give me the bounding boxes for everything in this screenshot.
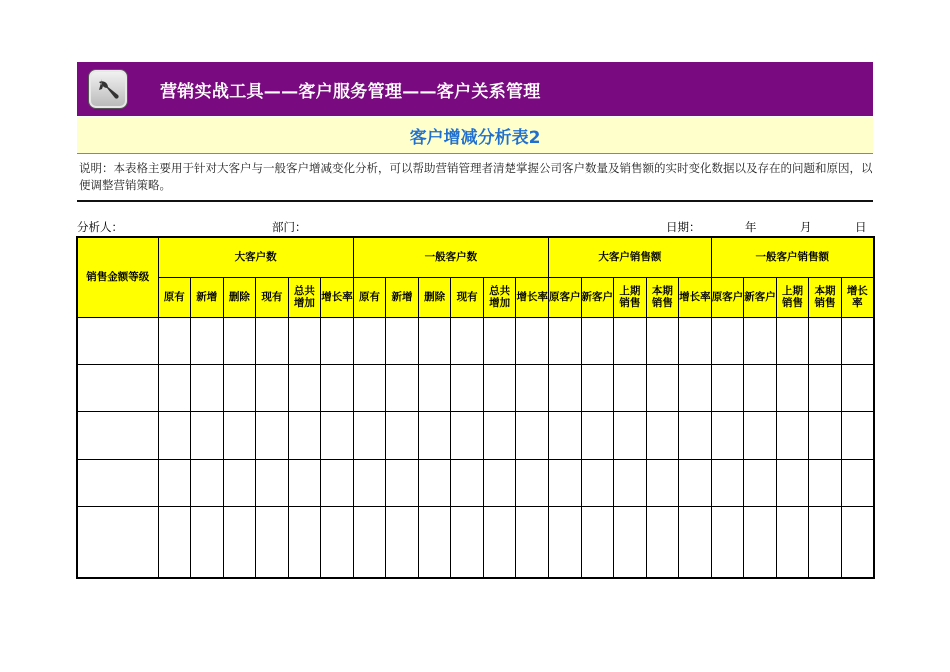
column-header: 增长率 xyxy=(679,277,712,317)
table-cell[interactable] xyxy=(451,507,484,578)
table-cell[interactable] xyxy=(614,364,647,411)
column-header: 本期销售 xyxy=(809,277,842,317)
level-header: 销售金额等级 xyxy=(77,237,158,317)
table-cell[interactable] xyxy=(646,317,679,364)
column-header: 总共增加 xyxy=(483,277,516,317)
table-cell[interactable] xyxy=(353,459,386,506)
table-row xyxy=(77,317,874,364)
description: 说明：本表格主要用于针对大客户与一般客户增减变化分析，可以帮助营销管理者清楚掌握公司客户数量及销售额的实时变化数据以及存在的问题和原因，以便调整营销策略。 xyxy=(79,161,873,192)
table-cell[interactable] xyxy=(386,459,419,506)
table-cell[interactable] xyxy=(549,459,582,506)
table-cell[interactable] xyxy=(614,412,647,459)
table-cell[interactable] xyxy=(646,364,679,411)
analyst-label: 分析人： xyxy=(77,220,123,234)
group-header: 一般客户数 xyxy=(353,237,548,277)
table-cell[interactable] xyxy=(679,317,712,364)
table-cell[interactable] xyxy=(158,364,191,411)
table-cell[interactable] xyxy=(581,317,614,364)
table-row xyxy=(77,364,874,411)
table-cell[interactable] xyxy=(711,364,744,411)
column-header: 增长率 xyxy=(516,277,549,317)
table-cell[interactable] xyxy=(549,412,582,459)
table-cell[interactable] xyxy=(483,364,516,411)
header-banner xyxy=(77,62,873,116)
table-cell[interactable] xyxy=(744,364,777,411)
column-header: 上期销售 xyxy=(776,277,809,317)
table-cell[interactable] xyxy=(744,507,777,578)
table-cell[interactable] xyxy=(841,317,874,364)
date-year: 年 xyxy=(745,220,757,234)
table-cell[interactable] xyxy=(549,364,582,411)
table-cell[interactable] xyxy=(256,364,289,411)
table-cell[interactable] xyxy=(386,317,419,364)
date-label: 日期： xyxy=(666,220,701,234)
table-cell[interactable] xyxy=(353,364,386,411)
column-header: 本期销售 xyxy=(646,277,679,317)
table-cell[interactable] xyxy=(711,412,744,459)
table-cell[interactable] xyxy=(711,459,744,506)
table-cell[interactable] xyxy=(288,459,321,506)
table-row xyxy=(77,412,874,459)
table-cell[interactable] xyxy=(516,412,549,459)
column-header: 原客户 xyxy=(549,277,582,317)
table-cell[interactable] xyxy=(288,412,321,459)
table-cell[interactable] xyxy=(451,364,484,411)
table-cell[interactable] xyxy=(451,317,484,364)
table-cell[interactable] xyxy=(646,507,679,578)
table-cell[interactable] xyxy=(256,317,289,364)
table-cell[interactable] xyxy=(711,507,744,578)
column-header: 增长率 xyxy=(841,277,874,317)
table-cell[interactable] xyxy=(223,317,256,364)
date-month: 月 xyxy=(800,220,812,234)
table-cell[interactable] xyxy=(158,507,191,578)
table-cell[interactable] xyxy=(809,412,842,459)
table-cell[interactable] xyxy=(321,412,354,459)
table-cell[interactable] xyxy=(418,507,451,578)
table-cell[interactable] xyxy=(614,507,647,578)
analysis-table xyxy=(76,236,875,579)
group-header: 大客户数 xyxy=(158,237,353,277)
table-cell[interactable] xyxy=(809,317,842,364)
table-cell[interactable] xyxy=(223,364,256,411)
table-cell[interactable] xyxy=(679,507,712,578)
table-cell[interactable] xyxy=(711,317,744,364)
table-cell[interactable] xyxy=(191,412,224,459)
table-cell[interactable] xyxy=(386,412,419,459)
table-cell[interactable] xyxy=(191,507,224,578)
table-cell[interactable] xyxy=(288,364,321,411)
table-cell[interactable] xyxy=(809,459,842,506)
table-cell[interactable] xyxy=(321,317,354,364)
table-cell[interactable] xyxy=(679,412,712,459)
table-cell[interactable] xyxy=(321,459,354,506)
table-row xyxy=(77,507,874,578)
column-header: 上期销售 xyxy=(614,277,647,317)
table-cell[interactable] xyxy=(744,317,777,364)
wrench-icon xyxy=(88,69,128,109)
table-cell[interactable] xyxy=(386,507,419,578)
table-cell[interactable] xyxy=(776,364,809,411)
table-cell[interactable] xyxy=(418,459,451,506)
table-cell[interactable] xyxy=(158,459,191,506)
column-header: 原有 xyxy=(353,277,386,317)
dept-label: 部门： xyxy=(272,220,307,234)
table-cell[interactable] xyxy=(614,317,647,364)
table-cell[interactable] xyxy=(353,317,386,364)
table-cell[interactable] xyxy=(158,412,191,459)
table-cell[interactable] xyxy=(77,364,158,411)
table-cell[interactable] xyxy=(288,507,321,578)
table-cell[interactable] xyxy=(353,507,386,578)
table-cell[interactable] xyxy=(581,412,614,459)
table-cell[interactable] xyxy=(841,459,874,506)
table-cell[interactable] xyxy=(77,412,158,459)
divider xyxy=(77,200,873,202)
table-cell[interactable] xyxy=(483,412,516,459)
table-cell[interactable] xyxy=(516,317,549,364)
table-cell[interactable] xyxy=(841,507,874,578)
table-cell[interactable] xyxy=(744,412,777,459)
table-cell[interactable] xyxy=(679,364,712,411)
table-cell[interactable] xyxy=(516,459,549,506)
table-cell[interactable] xyxy=(646,459,679,506)
table-cell[interactable] xyxy=(744,459,777,506)
table-cell[interactable] xyxy=(581,507,614,578)
table-cell[interactable] xyxy=(776,317,809,364)
table-cell[interactable] xyxy=(353,412,386,459)
column-header: 新客户 xyxy=(744,277,777,317)
table-cell[interactable] xyxy=(809,364,842,411)
column-header: 原有 xyxy=(158,277,191,317)
table-cell[interactable] xyxy=(841,412,874,459)
table-cell[interactable] xyxy=(386,364,419,411)
column-header: 新增 xyxy=(386,277,419,317)
table-cell[interactable] xyxy=(581,459,614,506)
table-cell[interactable] xyxy=(256,459,289,506)
table-cell[interactable] xyxy=(776,459,809,506)
table-cell[interactable] xyxy=(77,317,158,364)
table-cell[interactable] xyxy=(776,412,809,459)
header-title: 营销实战工具——客户服务管理——客户关系管理 xyxy=(160,81,541,102)
table-cell[interactable] xyxy=(581,364,614,411)
table-cell[interactable] xyxy=(451,459,484,506)
table-cell[interactable] xyxy=(776,507,809,578)
table-cell[interactable] xyxy=(77,459,158,506)
date-day: 日 xyxy=(855,220,867,234)
table-cell[interactable] xyxy=(256,507,289,578)
table-cell[interactable] xyxy=(516,364,549,411)
table-cell[interactable] xyxy=(288,317,321,364)
table-cell[interactable] xyxy=(191,317,224,364)
column-header: 现有 xyxy=(451,277,484,317)
table-cell[interactable] xyxy=(191,459,224,506)
table-cell[interactable] xyxy=(483,459,516,506)
table-cell[interactable] xyxy=(321,507,354,578)
table-cell[interactable] xyxy=(223,507,256,578)
table-cell[interactable] xyxy=(223,412,256,459)
table-row xyxy=(77,459,874,506)
table-cell[interactable] xyxy=(549,317,582,364)
group-header: 大客户销售额 xyxy=(549,237,712,277)
column-header: 增长率 xyxy=(321,277,354,317)
table-cell[interactable] xyxy=(646,412,679,459)
column-header: 原客户 xyxy=(711,277,744,317)
column-header: 总共增加 xyxy=(288,277,321,317)
table-cell[interactable] xyxy=(483,317,516,364)
table-cell[interactable] xyxy=(321,364,354,411)
group-header: 一般客户销售额 xyxy=(711,237,874,277)
table-cell[interactable] xyxy=(451,412,484,459)
table-cell[interactable] xyxy=(223,459,256,506)
column-header: 现有 xyxy=(256,277,289,317)
table-cell[interactable] xyxy=(841,364,874,411)
table-cell[interactable] xyxy=(158,317,191,364)
table-cell[interactable] xyxy=(256,412,289,459)
table-cell[interactable] xyxy=(418,364,451,411)
table-cell[interactable] xyxy=(614,459,647,506)
sheet-title: 客户增减分析表2 xyxy=(409,127,541,148)
table-cell[interactable] xyxy=(191,364,224,411)
column-header: 新增 xyxy=(191,277,224,317)
table-cell[interactable] xyxy=(483,507,516,578)
column-header: 删除 xyxy=(418,277,451,317)
table-cell[interactable] xyxy=(549,507,582,578)
table-cell[interactable] xyxy=(77,507,158,578)
table-cell[interactable] xyxy=(679,459,712,506)
sheet-title-bar xyxy=(77,117,873,154)
column-header: 删除 xyxy=(223,277,256,317)
table-cell[interactable] xyxy=(809,507,842,578)
table-cell[interactable] xyxy=(418,317,451,364)
table-cell[interactable] xyxy=(418,412,451,459)
table-cell[interactable] xyxy=(516,507,549,578)
column-header: 新客户 xyxy=(581,277,614,317)
